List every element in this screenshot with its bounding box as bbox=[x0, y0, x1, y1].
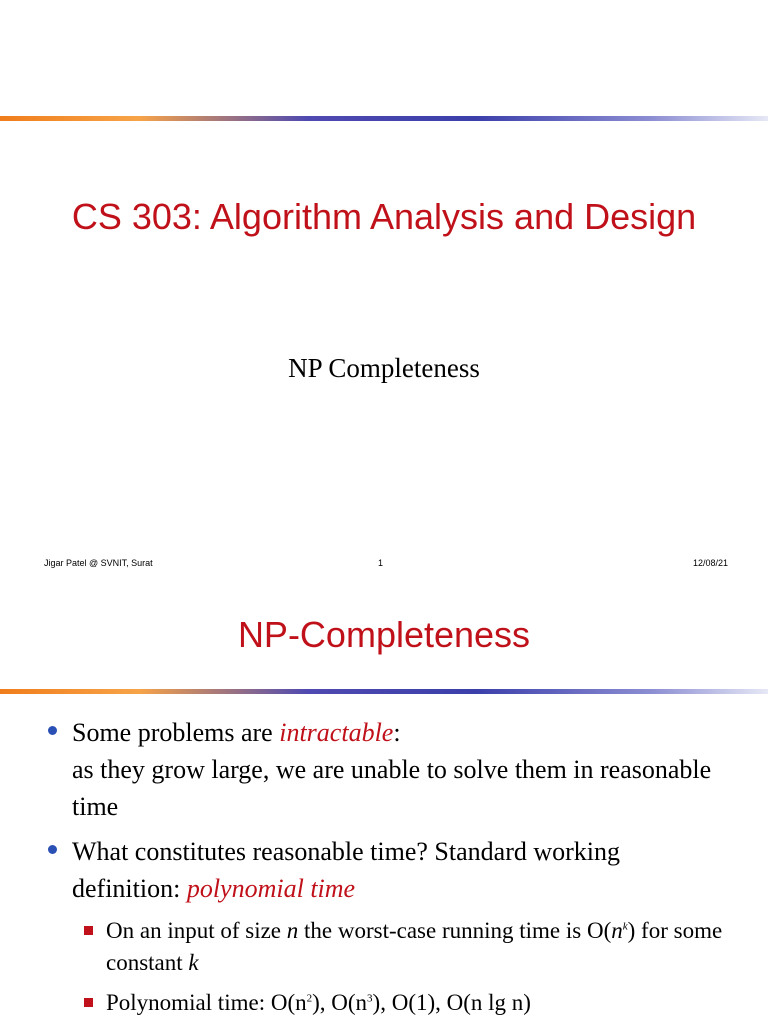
slide-title: CS 303: Algorithm Analysis and Design bbox=[71, 196, 697, 237]
footer-author: Jigar Patel @ SVNIT, Surat bbox=[44, 558, 153, 568]
square-bullet-icon bbox=[84, 998, 93, 1007]
footer-page-number: 1 bbox=[378, 558, 384, 568]
footer-date: 12/08/21 bbox=[692, 558, 728, 568]
slide-title: NP-Completeness bbox=[237, 614, 531, 655]
bullet-dot-icon bbox=[48, 726, 57, 735]
slide-2 bbox=[0, 578, 768, 1024]
square-bullet-icon bbox=[84, 926, 93, 935]
accent-bar bbox=[0, 689, 768, 694]
bullet-item: What constitutes reasonable time? Standard working definition: polynomial time bbox=[72, 833, 732, 907]
sub-bullet-item: Polynomial time: $O(n^2)$, $O(n^3)$, O(1), O(n lg n) bbox=[106, 987, 726, 1019]
emphasis-intractable: intractable bbox=[279, 718, 394, 747]
bullet-item: Some problems are intractable: as they grow large, we are unable to solve them in reasonable time bbox=[72, 714, 732, 825]
emphasis-polynomial-time: polynomial time bbox=[186, 874, 356, 903]
bullet-dot-icon bbox=[48, 845, 57, 854]
bullet-list bbox=[0, 714, 768, 1024]
accent-bar bbox=[0, 116, 768, 121]
sub-bullet-item: On an input of size n the worst-case running time is $O(n^k)$ for some constant k bbox=[106, 915, 726, 979]
slide-subtitle: NP Completeness bbox=[288, 353, 480, 383]
